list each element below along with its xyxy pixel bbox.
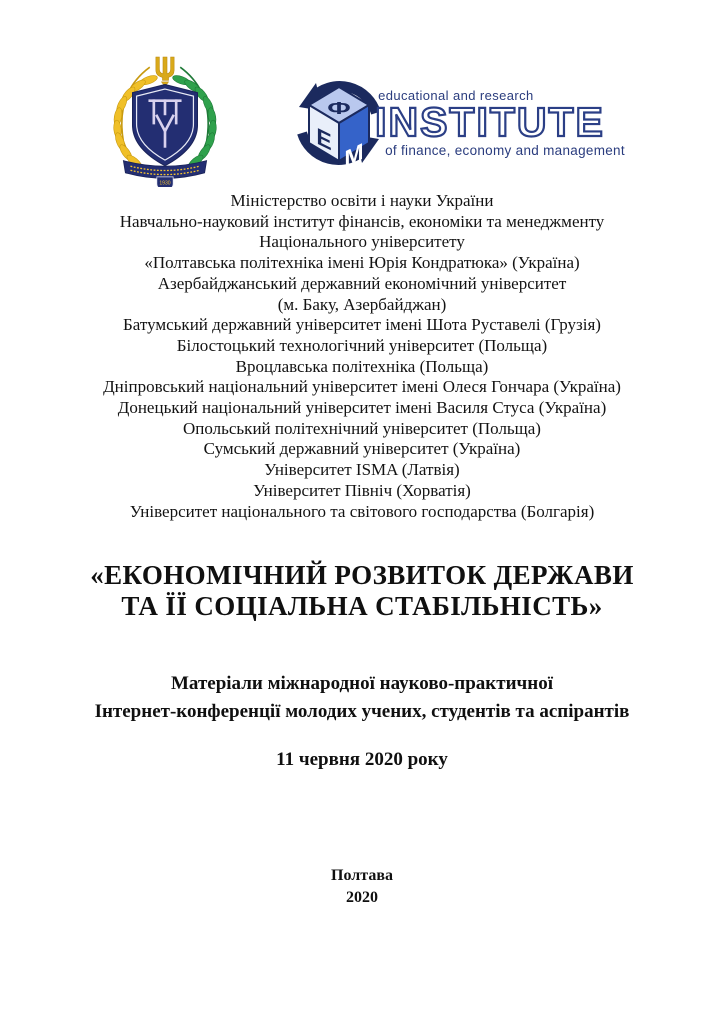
conference-subtitle <box>0 670 724 726</box>
imprint <box>0 865 724 909</box>
institute-tagline-top: educational and research <box>378 88 534 104</box>
fem-cube-icon <box>289 73 389 173</box>
institution-line: Дніпровський національний університет імені Олеся Гончара (Україна) <box>103 377 621 397</box>
institution-line: Азербайджанський державний економічний університет <box>157 273 567 293</box>
emblem-year-shield <box>157 177 173 187</box>
title-line-1: «ЕКОНОМІЧНИЙ РОЗВИТОК ДЕРЖАВИ <box>90 560 634 591</box>
institution-line: Національного університету <box>259 232 465 252</box>
university-emblem-icon <box>99 53 231 187</box>
institution-line: Університет Північ (Хорватія) <box>253 480 471 500</box>
header-logos <box>0 0 724 186</box>
institute-logo-text <box>375 88 625 157</box>
conference-date: 11 червня 2020 року <box>276 749 448 771</box>
imprint-year: 2020 <box>346 889 378 907</box>
institution-line: Університет ISMA (Латвія) <box>264 460 460 480</box>
imprint-city: Полтава <box>331 867 393 885</box>
title-line-2: ТА ЇЇ СОЦІАЛЬНА СТАБІЛЬНІСТЬ» <box>121 591 603 622</box>
subtitle-line-2: Інтернет-конференції молодих учених, студентів та аспірантів <box>94 701 630 723</box>
conference-title <box>0 560 724 622</box>
institute-name: INSTITUTE <box>375 99 605 146</box>
cube-letter-f: Ф <box>327 98 351 118</box>
institution-line: «Полтавська політехніка імені Юрія Кондратюка» (Україна) <box>144 253 580 273</box>
institute-logo <box>289 73 625 173</box>
emblem-year: 1930 <box>159 180 171 187</box>
cube-letter-e: Е <box>316 123 332 157</box>
institution-line: Сумський державний університет (Україна) <box>203 439 521 459</box>
institution-line: Білостоцький технологічний університет (Польща) <box>176 335 548 355</box>
cube-letter-m: М <box>344 138 364 173</box>
trident-icon <box>156 57 174 86</box>
institution-line: (м. Баку, Азербайджан) <box>277 294 447 314</box>
institution-line: Університет національного та світового господарства (Болгарія) <box>129 501 595 521</box>
institution-line: Навчально-науковий інститут фінансів, економіки та менеджменту <box>119 211 605 231</box>
institute-tagline-bottom: of finance, economy and management <box>385 142 625 158</box>
institution-line: Донецький національний університет імені Василя Стуса (Україна) <box>117 398 607 418</box>
institution-line: Вроцлавська політехніка (Польща) <box>235 356 489 376</box>
institution-line: Міністерство освіти і науки України <box>230 191 494 210</box>
institution-line: Батумський державний університет імені Шота Руставелі (Грузія) <box>123 315 601 335</box>
institutions-list <box>0 191 724 522</box>
institution-line: Опольський політехнічний університет (Польща) <box>183 418 541 438</box>
emblem-shield <box>133 84 198 165</box>
subtitle-line-1: Матеріали міжнародної науково-практичної <box>171 673 553 695</box>
